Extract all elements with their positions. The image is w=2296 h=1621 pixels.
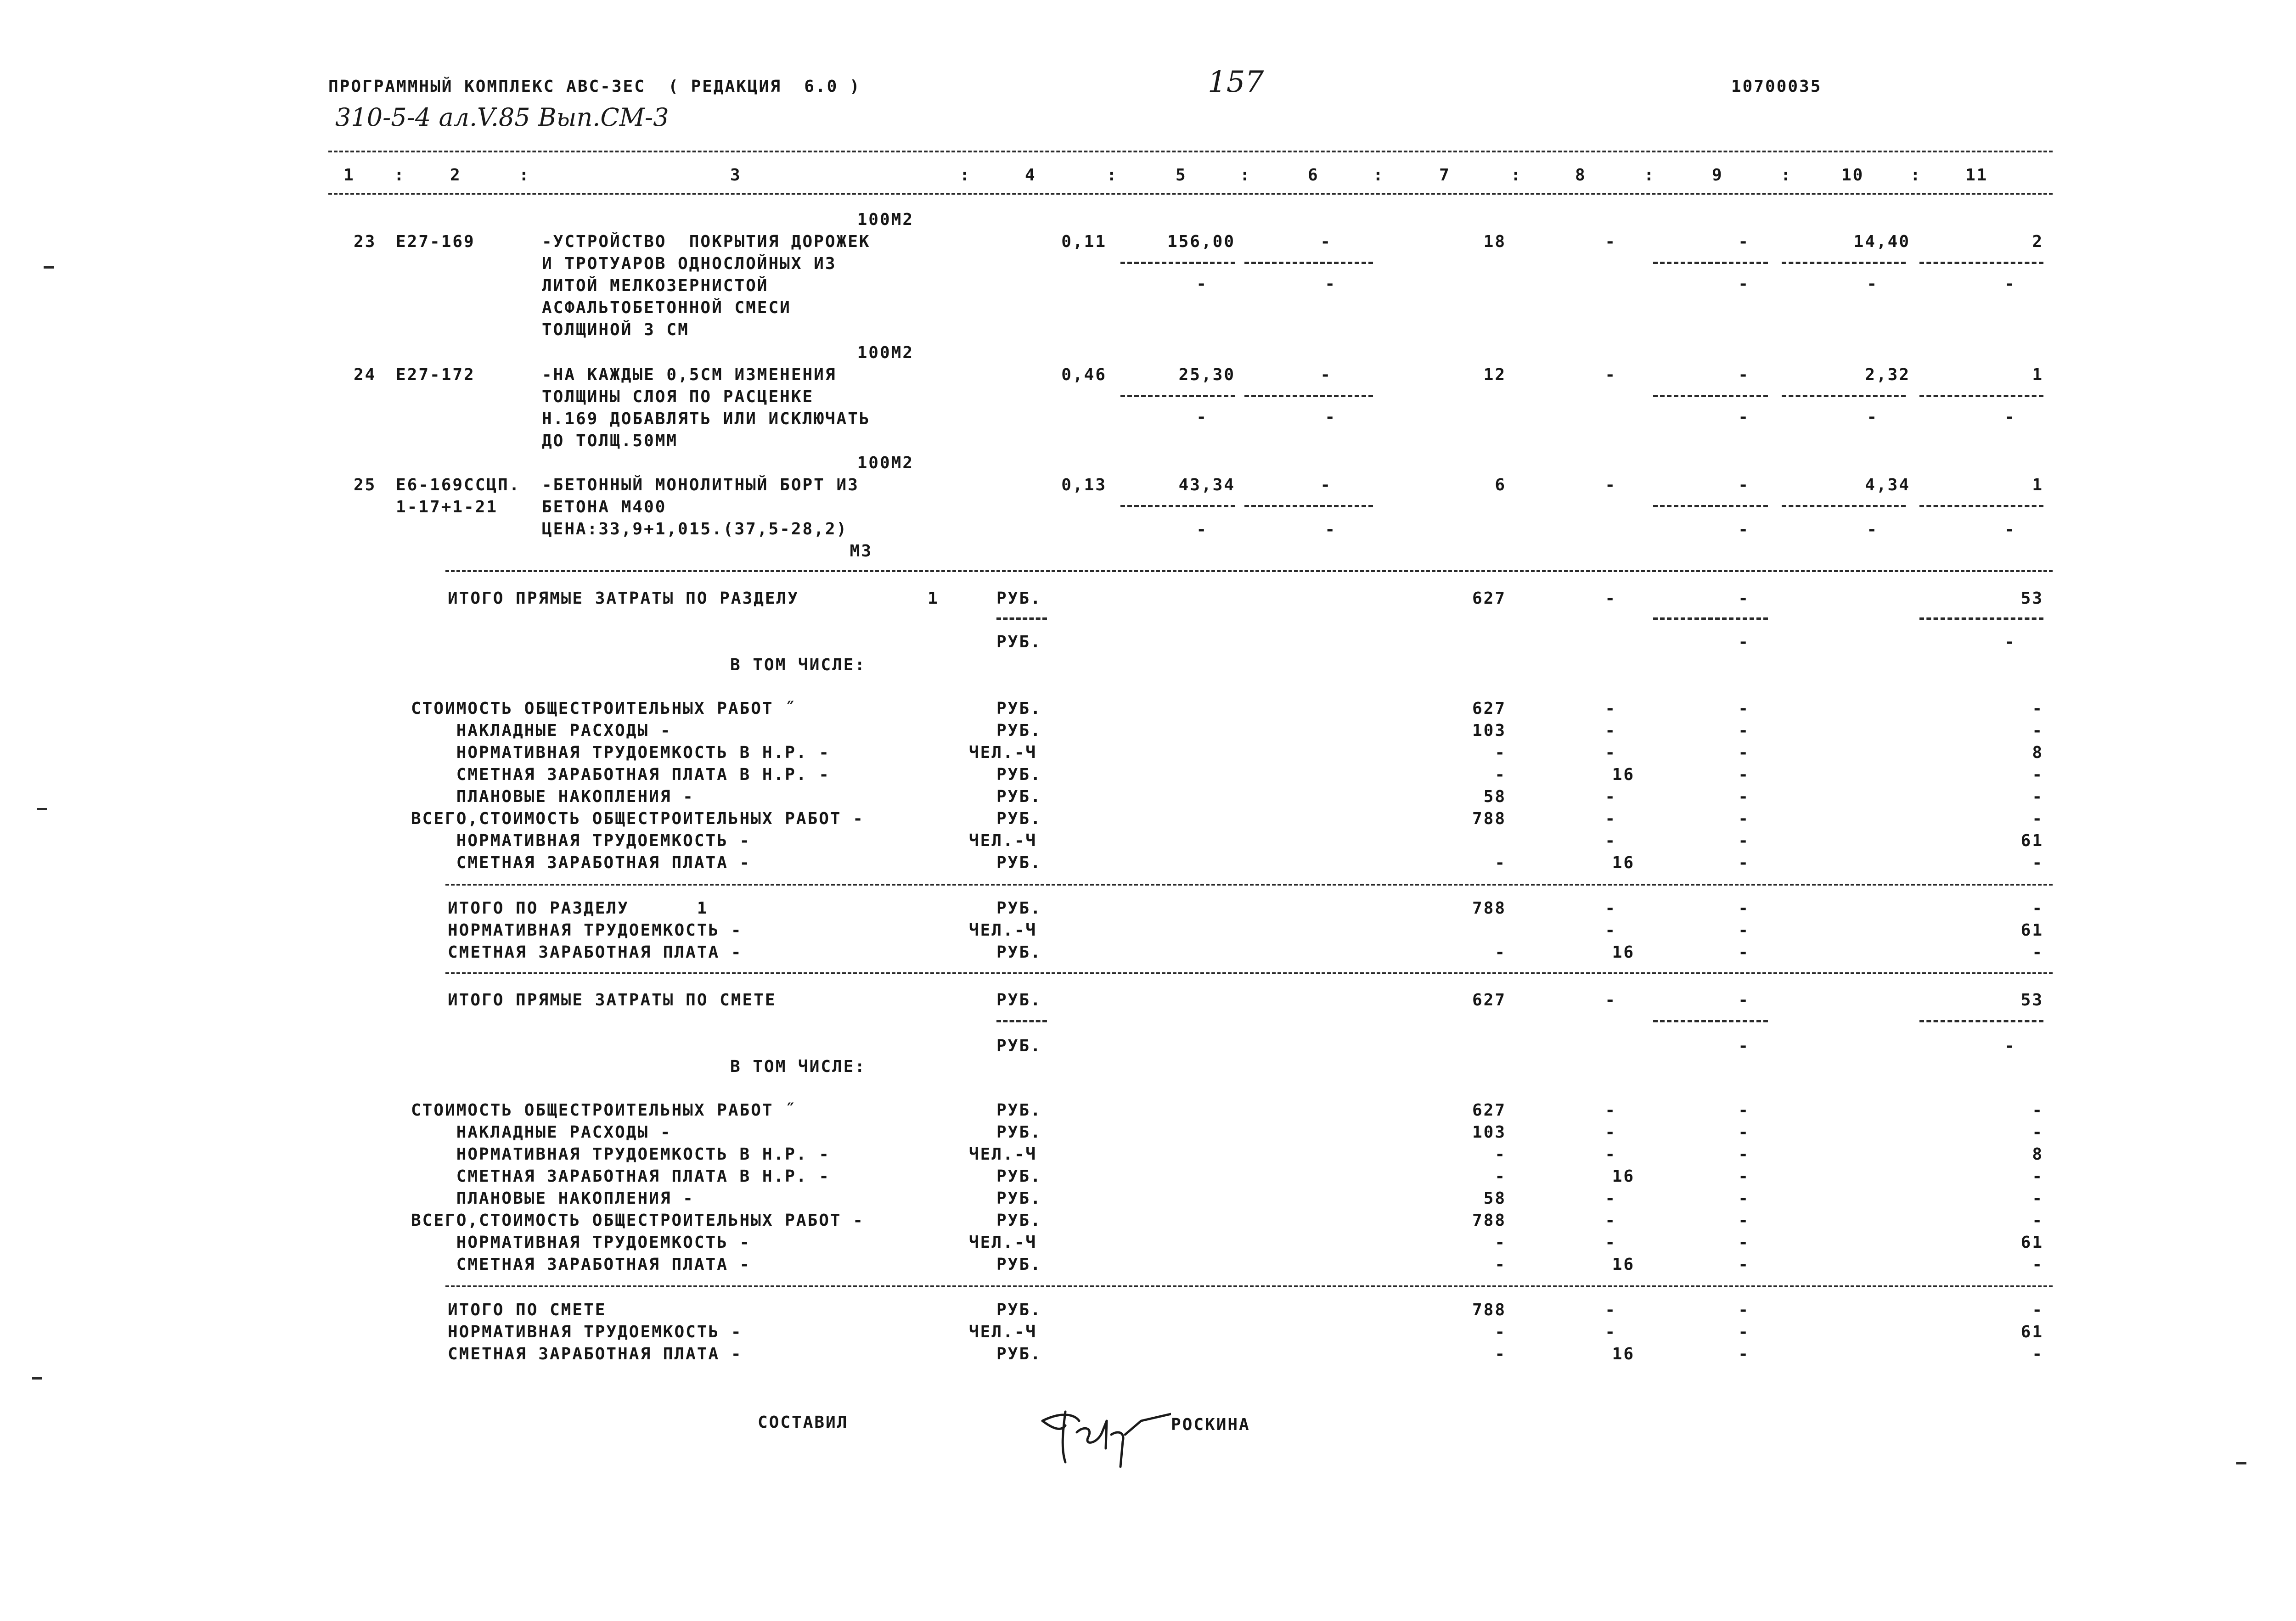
scan-speck — [32, 1377, 42, 1380]
col-header-4: 4 — [1025, 166, 1036, 185]
breakdown-col-9: - — [1738, 699, 1750, 718]
breakdown-col-8: 16 — [1612, 1255, 1635, 1274]
item-sub-col-6: - — [1325, 408, 1336, 426]
breakdown-col-8: - — [1605, 1233, 1616, 1252]
estimate-total-col-9: - — [1738, 1323, 1750, 1341]
breakdown-unit: ЧЕЛ.-Ч — [969, 831, 1037, 850]
page-number: 157 — [1208, 65, 1264, 99]
estimate-total-label: ИТОГО ПО СМЕТЕ — [448, 1301, 607, 1319]
item-unit: 100М2 — [857, 454, 914, 472]
breakdown-col-7: 58 — [1483, 787, 1506, 806]
item-col-7: 12 — [1483, 365, 1506, 384]
breakdown-col-11: 8 — [2032, 1145, 2043, 1164]
item-col-9: - — [1738, 232, 1750, 251]
section-total-col-11: - — [2032, 899, 2043, 918]
section-total-label: СМЕТНАЯ ЗАРАБОТНАЯ ПЛАТА - — [448, 943, 743, 962]
item-description-line: -УСТРОЙСТВО ПОКРЫТИЯ ДОРОЖЕК — [542, 232, 871, 251]
breakdown-unit: РУБ. — [996, 721, 1042, 740]
item-col-5: 43,34 — [1178, 476, 1235, 494]
item-col-11: 1 — [2032, 476, 2043, 494]
col-header-10: 10 — [1841, 166, 1864, 185]
breakdown-col-8: - — [1605, 699, 1616, 718]
item-col-5: 156,00 — [1167, 232, 1235, 251]
item-sub-col-5: - — [1196, 275, 1208, 293]
breakdown-col-9: - — [1738, 1189, 1750, 1208]
item-description-line: ТОЛЩИНЫ СЛОЯ ПО РАСЦЕНКЕ — [542, 387, 814, 406]
breakdown-label: НАКЛАДНЫЕ РАСХОДЫ - — [411, 1123, 672, 1142]
estimate-total-unit: ЧЕЛ.-Ч — [969, 1323, 1037, 1341]
item-number: 23 — [354, 232, 377, 251]
section-total-col-8: - — [1605, 921, 1616, 940]
item-description-line: ДО ТОЛЩ.50ММ — [542, 432, 678, 450]
breakdown-unit: РУБ. — [996, 1123, 1042, 1142]
breakdown-col-11: - — [2032, 1167, 2043, 1186]
breakdown-col-11: - — [2032, 809, 2043, 828]
breakdown-unit: РУБ. — [996, 1101, 1042, 1120]
col-header-1: 1 — [343, 166, 355, 185]
estimate-total-unit: РУБ. — [996, 1345, 1042, 1363]
section-direct-col-7: 627 — [1472, 589, 1506, 608]
estimate-direct-unit: РУБ. — [996, 991, 1042, 1010]
breakdown-col-11: - — [2032, 1101, 2043, 1120]
section-total-label: ИТОГО ПО РАЗДЕЛУ 1 — [448, 899, 709, 918]
item-col-8: - — [1605, 365, 1616, 384]
item-col-10: 2,32 — [1865, 365, 1910, 384]
breakdown-unit: ЧЕЛ.-Ч — [969, 1145, 1037, 1164]
breakdown-label: СМЕТНАЯ ЗАРАБОТНАЯ ПЛАТА В Н.Р. - — [411, 1167, 830, 1186]
estimate-total-col-11: - — [2032, 1301, 2043, 1319]
breakdown-label: НОРМАТИВНАЯ ТРУДОЕМКОСТЬ В Н.Р. - — [411, 743, 830, 762]
item-col-8: - — [1605, 232, 1616, 251]
section-total-col-7: 788 — [1472, 899, 1506, 918]
item-code: Е27-172 — [396, 365, 475, 384]
item-col-11: 1 — [2032, 365, 2043, 384]
item-col-8: - — [1605, 476, 1616, 494]
breakdown-col-8: 16 — [1612, 765, 1635, 784]
item-sub-col-9: - — [1738, 275, 1750, 293]
breakdown-col-9: - — [1738, 787, 1750, 806]
item-description-line: Н.169 ДОБАВЛЯТЬ ИЛИ ИСКЛЮЧАТЬ — [542, 409, 871, 428]
breakdown-col-9: - — [1738, 1123, 1750, 1142]
breakdown-col-11: - — [2032, 699, 2043, 718]
breakdown-col-11: - — [2032, 721, 2043, 740]
estimate-direct-col-11: 53 — [2020, 991, 2043, 1010]
rule-section-total — [445, 884, 2053, 886]
item-col-9: - — [1738, 476, 1750, 494]
col-header-3: 3 — [730, 166, 742, 185]
breakdown-unit: РУБ. — [996, 1167, 1042, 1186]
item-col-6: - — [1320, 476, 1332, 494]
col-header-11: 11 — [1965, 166, 1988, 185]
scan-speck — [37, 808, 47, 810]
estimate-total-col-11: 61 — [2020, 1323, 2043, 1341]
item-description-line: И ТРОТУАРОВ ОДНОСЛОЙНЫХ ИЗ — [542, 254, 837, 273]
item-col-10: 14,40 — [1853, 232, 1910, 251]
section-total-col-11: - — [2032, 943, 2043, 962]
breakdown-col-9: - — [1738, 831, 1750, 850]
breakdown-col-8: - — [1605, 1189, 1616, 1208]
breakdown-col-8: - — [1605, 1145, 1616, 1164]
breakdown-col-11: - — [2032, 1189, 2043, 1208]
section-total-col-11: 61 — [2020, 921, 2043, 940]
item-col-7: 6 — [1495, 476, 1506, 494]
col-header-9: 9 — [1712, 166, 1723, 185]
breakdown-col-11: - — [2032, 1211, 2043, 1230]
document-code: 10700035 — [1731, 77, 1822, 96]
section-direct-unit-2: РУБ. — [996, 633, 1042, 651]
item-quantity: 0,13 — [1061, 476, 1107, 494]
estimate-page: ПРОГРАММНЫЙ КОМПЛЕКС АВС-ЗЕС ( РЕДАКЦИЯ 6.0 ) 157 10700035 310-5-4 ал.V.85 Вып.СМ-3 1 2 3 4 5 6 7 8 9 10 11 : : : : : : : : : : 100М2 23 Е27-169 -УСТРОЙСТВО ПОКРЫТИЯ ДОРОЖЕК И ТРОТУАРОВ ОДНОСЛОЙНЫХ ИЗ ЛИТОЙ МЕЛКОЗЕРНИСТОЙ АСФАЛЬТОБЕТОННОЙ СМЕСИ ТОЛЩИНОЙ 3 СМ 0,11 156,00 - 18 - - 14,40 2 - - - - - 100М2 24 Е27-172 -НА КАЖДЫЕ 0,5СМ ИЗМЕНЕНИЯ ТОЛЩИНЫ СЛОЯ ПО РАСЦЕНКЕ Н.169 ДОБАВЛЯТЬ ИЛИ ИСКЛЮЧАТЬ ДО ТОЛЩ.50ММ 0,46 25,30 - 12 - - 2,32 1 - - - - - 100М2 25 Е6-169ССЦП. 1-17+1-21 -БЕТОННЫЙ МОНОЛИТНЫЙ БОРТ ИЗ БЕТОНА М400 ЦЕНА:33,9+1,015.(37,5-28,2) М3 0,13 43,34 - 6 - - 4,34 1 - - - - - ИТОГО ПРЯМЫЕ ЗАТРАТЫ ПО РАЗДЕЛУ 1 РУБ. 627 - - 53 РУБ. - - В ТОМ ЧИСЛЕ: СТОИМОСТЬ ОБЩЕСТРОИТЕЛЬНЫХ РАБОТ ˝ РУБ. 627 - - - НАКЛАДНЫЕ РАСХОДЫ - РУБ. 103 - - - НОРМАТИВНАЯ ТРУДОЕМКОСТЬ В Н.Р. - ЧЕЛ.-Ч - - - 8 СМЕТНАЯ ЗАРАБОТНАЯ ПЛАТА В Н.Р. - РУБ. - 16 - - ПЛАНОВЫЕ НАКОПЛЕНИЯ - РУБ. 58 - - - ВСЕГО,СТОИМОСТЬ ОБЩЕСТРОИТЕЛЬНЫХ РАБОТ - РУБ. 788 - - - НОРМАТИВНАЯ ТРУДОЕМКОСТЬ - ЧЕЛ.-Ч - - 61 СМЕТНАЯ ЗАРАБОТНАЯ ПЛАТА - РУБ. - 16 - - ИТОГО ПО РАЗДЕЛУ 1 РУБ. 788 - - - НОРМАТИВНАЯ ТРУДОЕМКОСТЬ - ЧЕЛ.-Ч - - 61 СМЕТНАЯ ЗАРАБОТНАЯ ПЛАТА - РУБ. - 16 - - ИТОГО ПРЯМЫЕ ЗАТРАТЫ ПО СМЕТЕ РУБ. 627 - - 53 РУБ. - - В ТОМ ЧИСЛЕ: СТОИМОСТЬ ОБЩЕСТРОИТЕЛЬНЫХ РАБОТ ˝ РУБ. 627 - - - НАКЛАДНЫЕ РАСХОДЫ - РУБ. 103 - - - НОРМАТИВНАЯ ТРУДОЕМКОСТЬ В Н.Р. - ЧЕЛ.-Ч - - - 8 СМЕТНАЯ ЗАРАБОТНАЯ ПЛАТА В Н.Р. - РУБ. - 16 - - ПЛАНОВЫЕ НАКОПЛЕНИЯ - РУБ. 58 - - - ВСЕГО,СТОИМОСТЬ ОБЩЕСТРОИТЕЛЬНЫХ РАБОТ - РУБ. 788 - - - НОРМАТИВНАЯ ТРУДОЕМКОСТЬ - ЧЕЛ.-Ч - - - 61 СМЕТНАЯ ЗАРАБОТНАЯ ПЛАТА - РУБ. - 16 - - ИТОГО ПО СМЕТЕ РУБ. 788 - - - НОРМАТИВНАЯ ТРУДОЕМКОСТЬ - ЧЕЛ.-Ч - - - 61 СМЕТНАЯ ЗАРАБОТНАЯ ПЛАТА - РУБ. - 16 - - СОСТАВИЛ РОСКИНА — [0, 0, 2296, 1621]
breakdown-col-8: - — [1605, 831, 1616, 850]
section-direct-col-8: - — [1605, 589, 1616, 608]
estimate-total-label: НОРМАТИВНАЯ ТРУДОЕМКОСТЬ - — [448, 1323, 743, 1341]
breakdown-unit: РУБ. — [996, 1255, 1042, 1274]
estimate-total-col-9: - — [1738, 1345, 1750, 1363]
breakdown-col-8: - — [1605, 721, 1616, 740]
item-unit: 100М2 — [857, 210, 914, 229]
breakdown-label: НОРМАТИВНАЯ ТРУДОЕМКОСТЬ - — [411, 831, 751, 850]
item-sub-col-11: - — [2004, 520, 2016, 539]
estimate-direct-col-9: - — [1738, 991, 1750, 1010]
breakdown-col-8: - — [1605, 1123, 1616, 1142]
breakdown-col-7: 58 — [1483, 1189, 1506, 1208]
item-col-5: 25,30 — [1178, 365, 1235, 384]
section-total-col-8: - — [1605, 899, 1616, 918]
breakdown-col-7: - — [1495, 765, 1506, 784]
estimate-total-col-8: 16 — [1612, 1345, 1635, 1363]
breakdown-col-7: 103 — [1472, 721, 1506, 740]
compiled-by-label: СОСТАВИЛ — [758, 1413, 849, 1432]
breakdown-col-9: - — [1738, 743, 1750, 762]
section-total-unit: ЧЕЛ.-Ч — [969, 921, 1037, 940]
item-col-11: 2 — [2032, 232, 2043, 251]
breakdown-col-7: - — [1495, 743, 1506, 762]
item-quantity: 0,11 — [1061, 232, 1107, 251]
breakdown-col-8: - — [1605, 787, 1616, 806]
breakdown-col-7: - — [1495, 1233, 1506, 1252]
item-col-6: - — [1320, 365, 1332, 384]
estimate-direct-col-8: - — [1605, 991, 1616, 1010]
item-sub-col-5: - — [1196, 408, 1208, 426]
section-direct-col-9: - — [1738, 589, 1750, 608]
section-direct-col-9b: - — [1738, 633, 1750, 651]
section-total-col-9: - — [1738, 921, 1750, 940]
estimate-direct-label: ИТОГО ПРЯМЫЕ ЗАТРАТЫ ПО СМЕТЕ — [448, 991, 777, 1010]
breakdown-col-9: - — [1738, 853, 1750, 872]
breakdown-label: ВСЕГО,СТОИМОСТЬ ОБЩЕСТРОИТЕЛЬНЫХ РАБОТ - — [411, 1211, 864, 1230]
item-col-10: 4,34 — [1865, 476, 1910, 494]
item-sub-col-11: - — [2004, 275, 2016, 293]
item-col-9: - — [1738, 365, 1750, 384]
breakdown-label: СТОИМОСТЬ ОБЩЕСТРОИТЕЛЬНЫХ РАБОТ ˝ — [411, 1101, 796, 1120]
section-total-col-8: 16 — [1612, 943, 1635, 962]
breakdown-col-11: - — [2032, 1123, 2043, 1142]
item-description-line: ТОЛЩИНОЙ 3 СМ — [542, 320, 689, 339]
col-header-5: 5 — [1176, 166, 1187, 185]
rule-estimate-start — [445, 972, 2053, 974]
breakdown-col-8: - — [1605, 1211, 1616, 1230]
item-unit: 100М2 — [857, 343, 914, 362]
breakdown-col-8: 16 — [1612, 853, 1635, 872]
breakdown-col-7: 103 — [1472, 1123, 1506, 1142]
breakdown-label: СМЕТНАЯ ЗАРАБОТНАЯ ПЛАТА - — [411, 853, 751, 872]
rule-estimate-total — [445, 1285, 2053, 1287]
section-including-label: В ТОМ ЧИСЛЕ: — [730, 656, 867, 674]
breakdown-col-7: 627 — [1472, 699, 1506, 718]
item-description-line: БЕТОНА М400 — [542, 498, 667, 516]
estimate-total-col-8: - — [1605, 1301, 1616, 1319]
item-description-line: -НА КАЖДЫЕ 0,5СМ ИЗМЕНЕНИЯ — [542, 365, 837, 384]
breakdown-unit: РУБ. — [996, 809, 1042, 828]
item-code-extra: 1-17+1-21 — [396, 498, 498, 516]
breakdown-unit: РУБ. — [996, 787, 1042, 806]
estimate-total-col-7: 788 — [1472, 1301, 1506, 1319]
section-total-col-7: - — [1495, 943, 1506, 962]
estimate-direct-col-9b: - — [1738, 1037, 1750, 1055]
breakdown-unit: РУБ. — [996, 1189, 1042, 1208]
rule-top — [328, 151, 2053, 152]
breakdown-unit: РУБ. — [996, 853, 1042, 872]
breakdown-col-9: - — [1738, 1255, 1750, 1274]
item-number: 25 — [354, 476, 377, 494]
section-total-col-9: - — [1738, 899, 1750, 918]
item-sub-col-5: - — [1196, 520, 1208, 539]
breakdown-col-9: - — [1738, 1233, 1750, 1252]
item-description-line: -БЕТОННЫЙ МОНОЛИТНЫЙ БОРТ ИЗ — [542, 476, 859, 494]
item-description-line: АСФАЛЬТОБЕТОННОЙ СМЕСИ — [542, 298, 791, 317]
breakdown-col-11: - — [2032, 1255, 2043, 1274]
estimate-direct-col-7: 627 — [1472, 991, 1506, 1010]
breakdown-col-7: - — [1495, 1255, 1506, 1274]
item-number: 24 — [354, 365, 377, 384]
breakdown-col-11: 61 — [2020, 831, 2043, 850]
breakdown-unit: ЧЕЛ.-Ч — [969, 1233, 1037, 1252]
estimate-total-col-7: - — [1495, 1323, 1506, 1341]
breakdown-col-11: - — [2032, 853, 2043, 872]
estimate-total-col-8: - — [1605, 1323, 1616, 1341]
col-header-8: 8 — [1575, 166, 1587, 185]
scan-speck — [44, 266, 54, 269]
breakdown-col-11: 8 — [2032, 743, 2043, 762]
breakdown-col-8: 16 — [1612, 1167, 1635, 1186]
estimate-total-col-9: - — [1738, 1301, 1750, 1319]
breakdown-label: НОРМАТИВНАЯ ТРУДОЕМКОСТЬ В Н.Р. - — [411, 1145, 830, 1164]
item-unit-after: М3 — [850, 542, 872, 561]
section-total-unit: РУБ. — [996, 899, 1042, 918]
breakdown-unit: РУБ. — [996, 765, 1042, 784]
estimate-direct-unit-2: РУБ. — [996, 1037, 1042, 1055]
breakdown-col-8: - — [1605, 809, 1616, 828]
breakdown-unit: РУБ. — [996, 1211, 1042, 1230]
handwritten-reference: 310-5-4 ал.V.85 Вып.СМ-3 — [335, 103, 669, 132]
breakdown-col-7: - — [1495, 1167, 1506, 1186]
col-header-7: 7 — [1439, 166, 1451, 185]
section-direct-number: 1 — [928, 589, 939, 608]
breakdown-label: ВСЕГО,СТОИМОСТЬ ОБЩЕСТРОИТЕЛЬНЫХ РАБОТ - — [411, 809, 864, 828]
breakdown-label: НАКЛАДНЫЕ РАСХОДЫ - — [411, 721, 672, 740]
section-total-label: НОРМАТИВНАЯ ТРУДОЕМКОСТЬ - — [448, 921, 743, 940]
item-sub-col-6: - — [1325, 275, 1336, 293]
rule-section-start — [445, 570, 2053, 572]
section-direct-label: ИТОГО ПРЯМЫЕ ЗАТРАТЫ ПО РАЗДЕЛУ — [448, 589, 799, 608]
item-col-6: - — [1320, 232, 1332, 251]
breakdown-col-8: - — [1605, 1101, 1616, 1120]
estimate-total-unit: РУБ. — [996, 1301, 1042, 1319]
breakdown-label: СТОИМОСТЬ ОБЩЕСТРОИТЕЛЬНЫХ РАБОТ ˝ — [411, 699, 796, 718]
section-direct-col-11: 53 — [2020, 589, 2043, 608]
breakdown-col-11: 61 — [2020, 1233, 2043, 1252]
col-header-2: 2 — [450, 166, 461, 185]
item-sub-col-10: - — [1867, 408, 1878, 426]
breakdown-col-11: - — [2032, 787, 2043, 806]
breakdown-col-9: - — [1738, 1101, 1750, 1120]
item-description-line: ЦЕНА:33,9+1,015.(37,5-28,2) — [542, 520, 848, 538]
item-description-line: ЛИТОЙ МЕЛКОЗЕРНИСТОЙ — [542, 276, 769, 295]
item-sub-col-11: - — [2004, 408, 2016, 426]
breakdown-unit: РУБ. — [996, 699, 1042, 718]
estimate-total-col-11: - — [2032, 1345, 2043, 1363]
breakdown-label: НОРМАТИВНАЯ ТРУДОЕМКОСТЬ - — [411, 1233, 751, 1252]
breakdown-col-9: - — [1738, 765, 1750, 784]
item-sub-col-9: - — [1738, 520, 1750, 539]
breakdown-col-7: 788 — [1472, 1211, 1506, 1230]
breakdown-col-7: - — [1495, 1145, 1506, 1164]
section-total-unit: РУБ. — [996, 943, 1042, 962]
section-total-col-9: - — [1738, 943, 1750, 962]
estimate-total-label: СМЕТНАЯ ЗАРАБОТНАЯ ПЛАТА - — [448, 1345, 743, 1363]
breakdown-label: СМЕТНАЯ ЗАРАБОТНАЯ ПЛАТА В Н.Р. - — [411, 765, 830, 784]
breakdown-col-9: - — [1738, 809, 1750, 828]
scan-speck — [2236, 1462, 2246, 1464]
breakdown-col-11: - — [2032, 765, 2043, 784]
item-sub-col-10: - — [1867, 275, 1878, 293]
compiler-name: РОСКИНА — [1171, 1415, 1250, 1434]
item-code: Е27-169 — [396, 232, 475, 251]
breakdown-col-7: 788 — [1472, 809, 1506, 828]
breakdown-label: СМЕТНАЯ ЗАРАБОТНАЯ ПЛАТА - — [411, 1255, 751, 1274]
section-direct-unit: РУБ. — [996, 589, 1042, 608]
estimate-including-label: В ТОМ ЧИСЛЕ: — [730, 1057, 867, 1076]
item-code: Е6-169ССЦП. — [396, 476, 521, 494]
item-quantity: 0,46 — [1061, 365, 1107, 384]
breakdown-col-7: 627 — [1472, 1101, 1506, 1120]
col-header-6: 6 — [1308, 166, 1319, 185]
item-sub-col-6: - — [1325, 520, 1336, 539]
breakdown-col-9: - — [1738, 1145, 1750, 1164]
breakdown-col-9: - — [1738, 1211, 1750, 1230]
rule-header-bottom — [328, 193, 2053, 195]
breakdown-unit: ЧЕЛ.-Ч — [969, 743, 1037, 762]
signature-mark — [1033, 1393, 1171, 1471]
breakdown-label: ПЛАНОВЫЕ НАКОПЛЕНИЯ - — [411, 787, 694, 806]
estimate-direct-col-11b: - — [2004, 1037, 2016, 1055]
breakdown-col-7: - — [1495, 853, 1506, 872]
item-sub-col-9: - — [1738, 408, 1750, 426]
program-title: ПРОГРАММНЫЙ КОМПЛЕКС АВС-ЗЕС ( РЕДАКЦИЯ 6.0 ) — [328, 77, 861, 96]
item-col-7: 18 — [1483, 232, 1506, 251]
breakdown-col-9: - — [1738, 1167, 1750, 1186]
breakdown-label: ПЛАНОВЫЕ НАКОПЛЕНИЯ - — [411, 1189, 694, 1208]
breakdown-col-8: - — [1605, 743, 1616, 762]
estimate-total-col-7: - — [1495, 1345, 1506, 1363]
section-direct-col-11b: - — [2004, 633, 2016, 651]
item-sub-col-10: - — [1867, 520, 1878, 539]
breakdown-col-9: - — [1738, 721, 1750, 740]
